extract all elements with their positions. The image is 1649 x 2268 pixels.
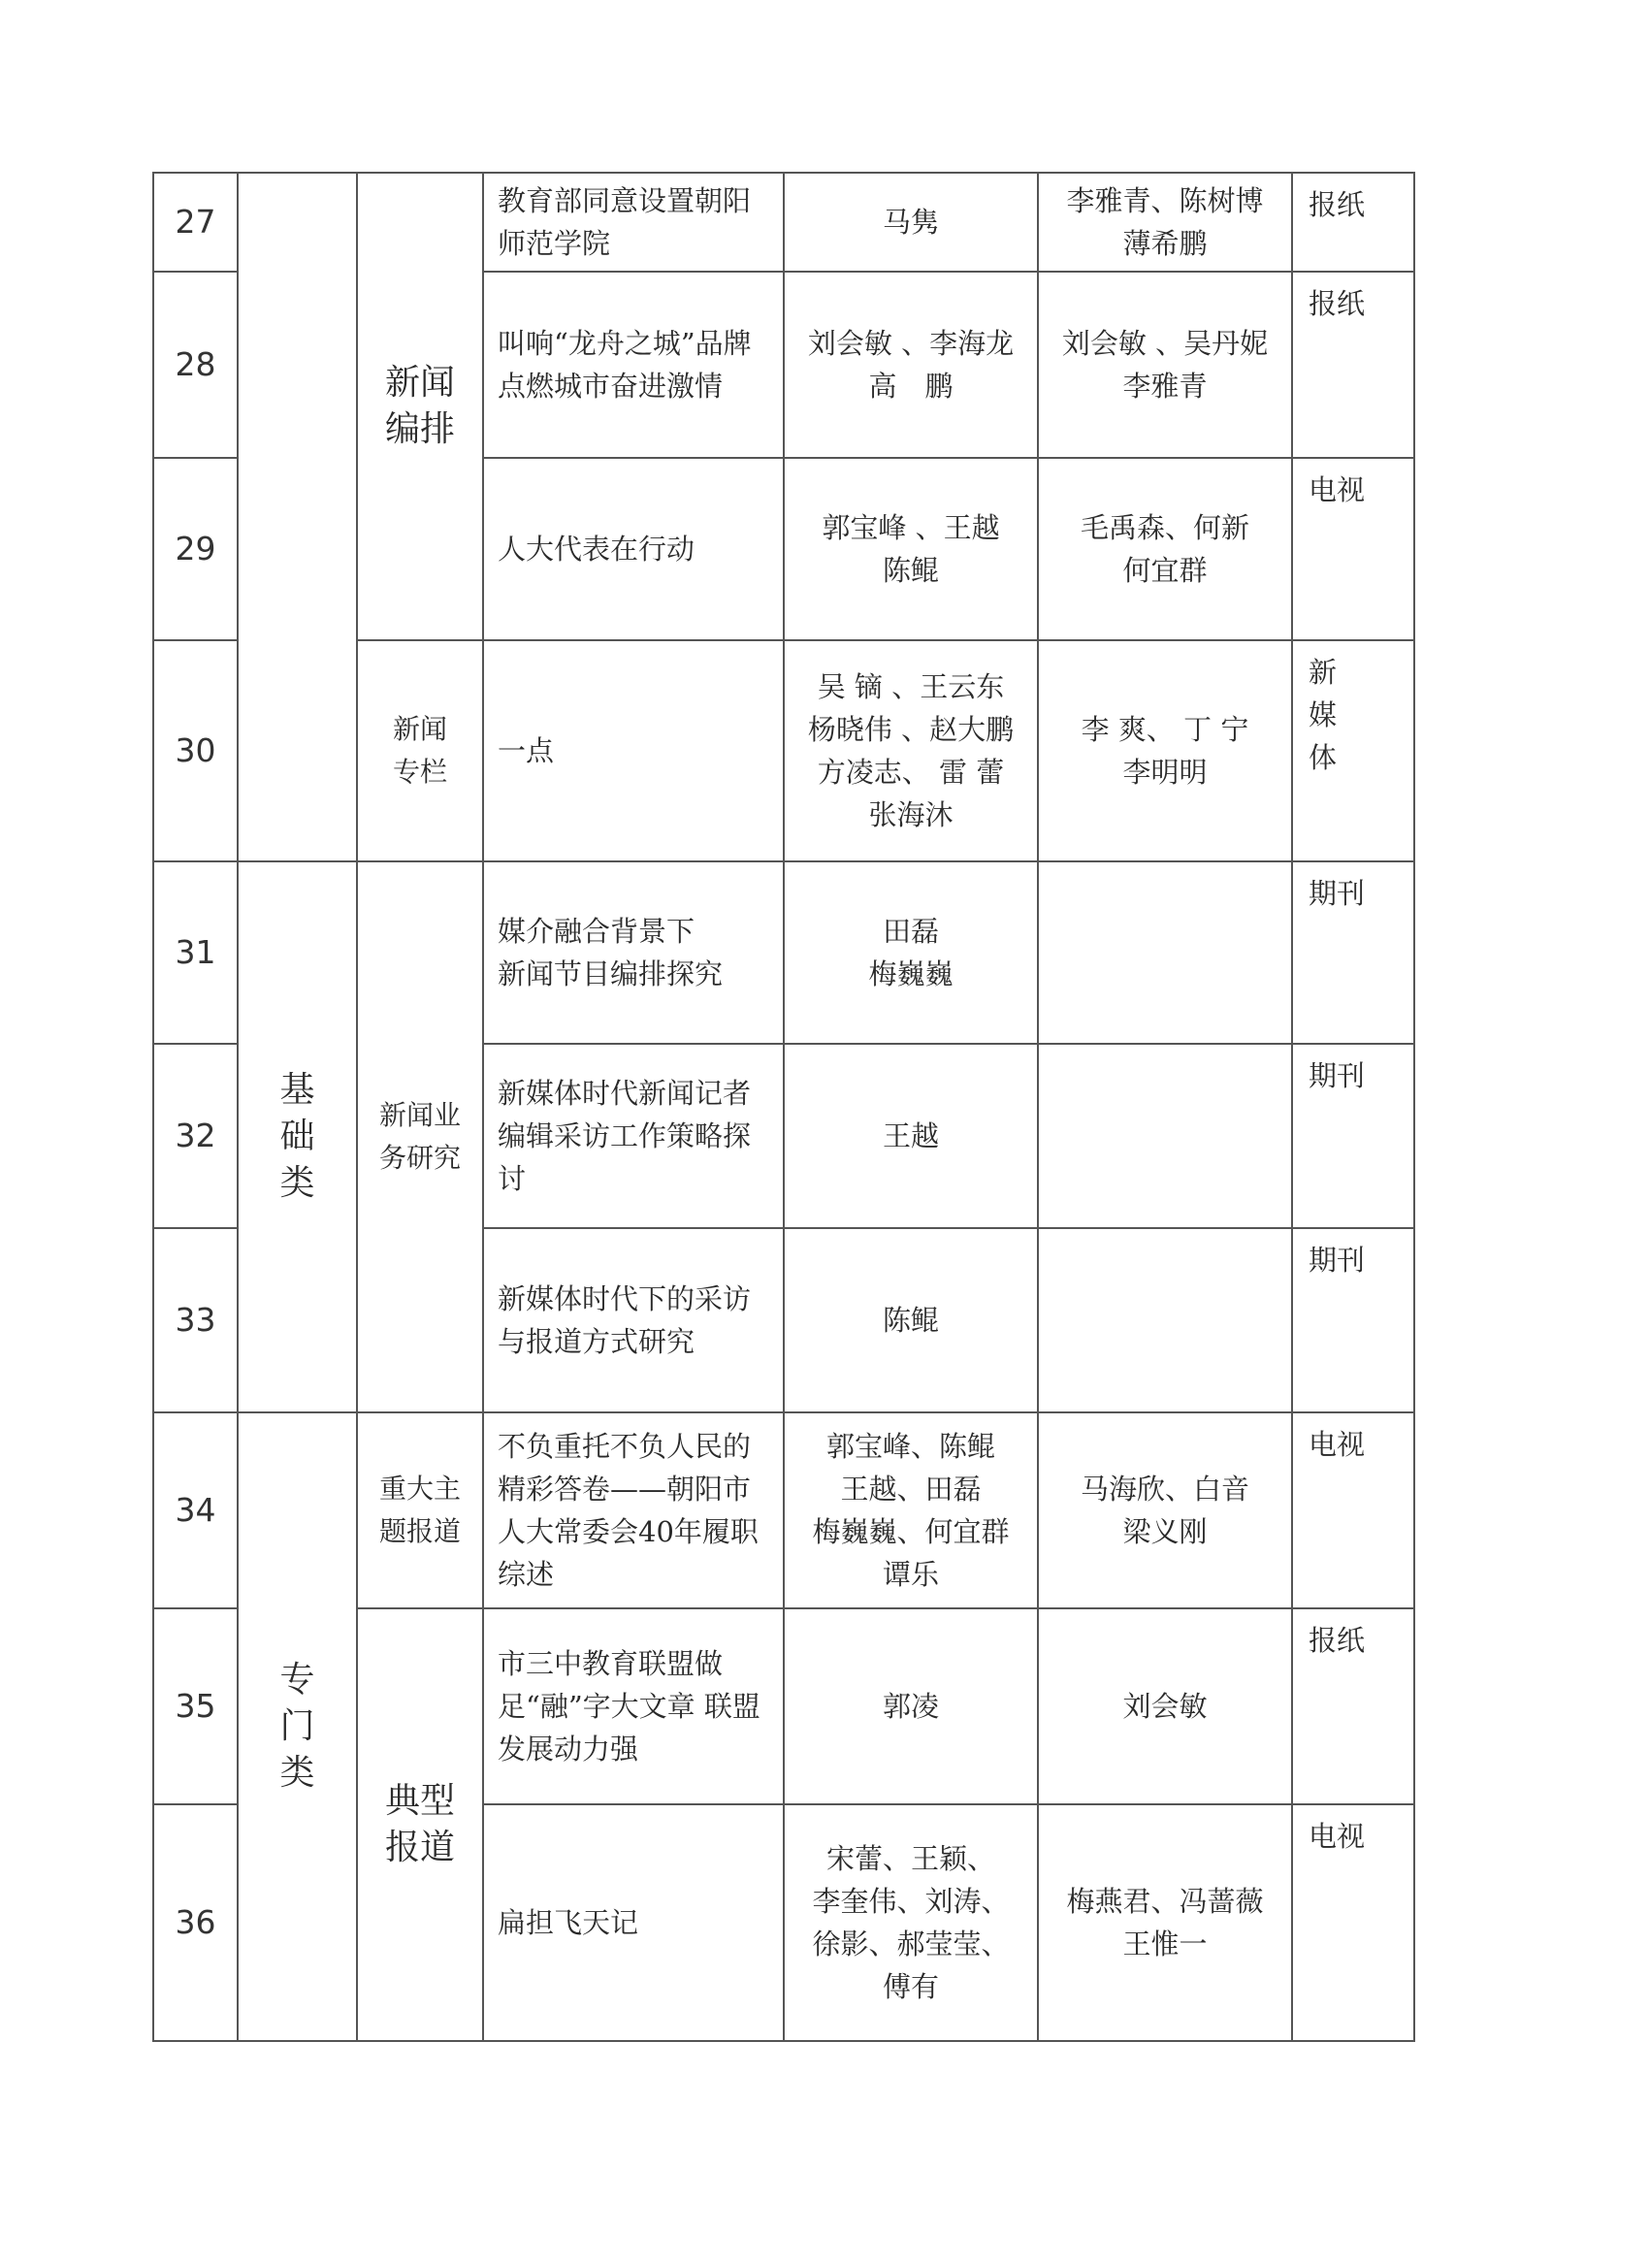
media-type: 期刊 [1292,1044,1414,1228]
media-type: 期刊 [1292,1228,1414,1412]
editors-cell [1038,173,1292,272]
subcategory-news-layout [357,173,483,640]
subcategory-label: 新闻编排 [384,363,455,449]
row-number: 36 [153,1804,238,2041]
editors: 刘会敏 [1122,1690,1208,1723]
authors: 马隽 [882,206,939,239]
authors-cell [784,1044,1038,1228]
work-title: 新媒体时代下的采访与报道方式研究 [483,1228,784,1412]
category-special [238,1412,357,2041]
authors: 郭凌 [882,1690,939,1723]
editors: 马海欣、白音 梁义刚 [1080,1473,1249,1548]
work-title: 叫响“龙舟之城”品牌点燃城市奋进激情 [483,272,784,458]
media-type: 期刊 [1292,861,1414,1044]
editors-cell [1038,1804,1292,2041]
subcategory-news-research [357,861,483,1412]
category-label: 专门类 [279,1660,315,1793]
authors: 陈鲲 [882,1304,939,1337]
subcategory-label: 新闻专栏 [392,713,447,788]
row-number: 34 [153,1412,238,1608]
authors-cell [784,861,1038,1044]
editors-cell [1038,1044,1292,1228]
row-number: 31 [153,861,238,1044]
authors-cell [784,1412,1038,1608]
subcategory-label: 典型报道 [384,1781,455,1867]
table-row [153,173,1414,272]
editors: 毛禹森、何新 何宜群 [1080,511,1249,587]
subcategory-label: 重大主题报道 [378,1473,461,1547]
row-number: 32 [153,1044,238,1228]
editors: 刘会敏 、吴丹妮 李雅青 [1061,327,1269,403]
editors-cell [1038,1608,1292,1804]
subcategory-news-column [357,640,483,861]
authors: 田磊 梅巍巍 [868,915,954,990]
authors: 郭宝峰 、王越 陈鲲 [822,511,1000,587]
work-title-cell [483,861,784,1044]
editors-cell [1038,1412,1292,1608]
work-title: 媒介融合背景下 新闻节目编排探究 [498,915,724,990]
media-type: 报纸 [1292,1608,1414,1804]
work-title: 教育部同意设置朝阳师范学院 [483,173,784,272]
table-row [153,1412,1414,1608]
editors-cell [1038,861,1292,1044]
category-cell-blank [238,173,357,861]
authors-cell [784,640,1038,861]
category-basic [238,861,357,1412]
editors: 梅燕君、冯蔷薇 王惟一 [1066,1885,1264,1960]
table-row [153,861,1414,1044]
subcategory-major-theme [357,1412,483,1608]
media-type: 电视 [1292,458,1414,640]
authors: 郭宝峰、陈鲲 王越、田磊 梅巍巍、何宜群 谭乐 [812,1430,1010,1591]
authors-cell [784,1804,1038,2041]
authors-cell [784,458,1038,640]
row-number: 29 [153,458,238,640]
row-number: 33 [153,1228,238,1412]
work-title: 市三中教育联盟做足“融”字大文章 联盟发展动力强 [483,1608,784,1804]
authors-cell [784,1228,1038,1412]
authors: 刘会敏 、李海龙 高 鹏 [807,327,1015,403]
authors-cell [784,1608,1038,1804]
category-label: 基础类 [279,1070,315,1203]
authors: 吴 镝 、王云东 杨晓伟 、赵大鹏 方凌志、 雷 蕾 张海沐 [807,670,1015,831]
media-type-cell [1292,640,1414,861]
authors-cell [784,173,1038,272]
work-title: 不负重托不负人民的精彩答卷——朝阳市人大常委会40年履职综述 [483,1412,784,1608]
media-type: 电视 [1292,1804,1414,2041]
subcategory-typical [357,1608,483,2041]
media-type: 电视 [1292,1412,1414,1608]
row-number: 28 [153,272,238,458]
editors-cell [1038,272,1292,458]
work-title: 新媒体时代新闻记者编辑采访工作策略探讨 [483,1044,784,1228]
editors-cell [1038,640,1292,861]
authors: 王越 [882,1119,939,1152]
work-title: 人大代表在行动 [483,458,784,640]
awards-table [152,172,1415,2042]
editors: 李 爽、 丁 宁 李明明 [1081,713,1249,789]
work-title: 一点 [483,640,784,861]
media-type: 报纸 [1292,173,1414,272]
media-type: 新媒体 [1309,656,1338,774]
editors-cell [1038,458,1292,640]
work-title: 扁担飞天记 [483,1804,784,2041]
editors-cell [1038,1228,1292,1412]
authors-cell [784,272,1038,458]
editors: 李雅青、陈树博 薄希鹏 [1066,184,1264,260]
row-number: 35 [153,1608,238,1804]
authors: 宋蕾、王颖、 李奎伟、刘涛、 徐影、郝莹莹、 傅有 [812,1842,1010,2003]
row-number: 27 [153,173,238,272]
media-type: 报纸 [1292,272,1414,458]
subcategory-label: 新闻业务研究 [378,1099,461,1174]
row-number: 30 [153,640,238,861]
